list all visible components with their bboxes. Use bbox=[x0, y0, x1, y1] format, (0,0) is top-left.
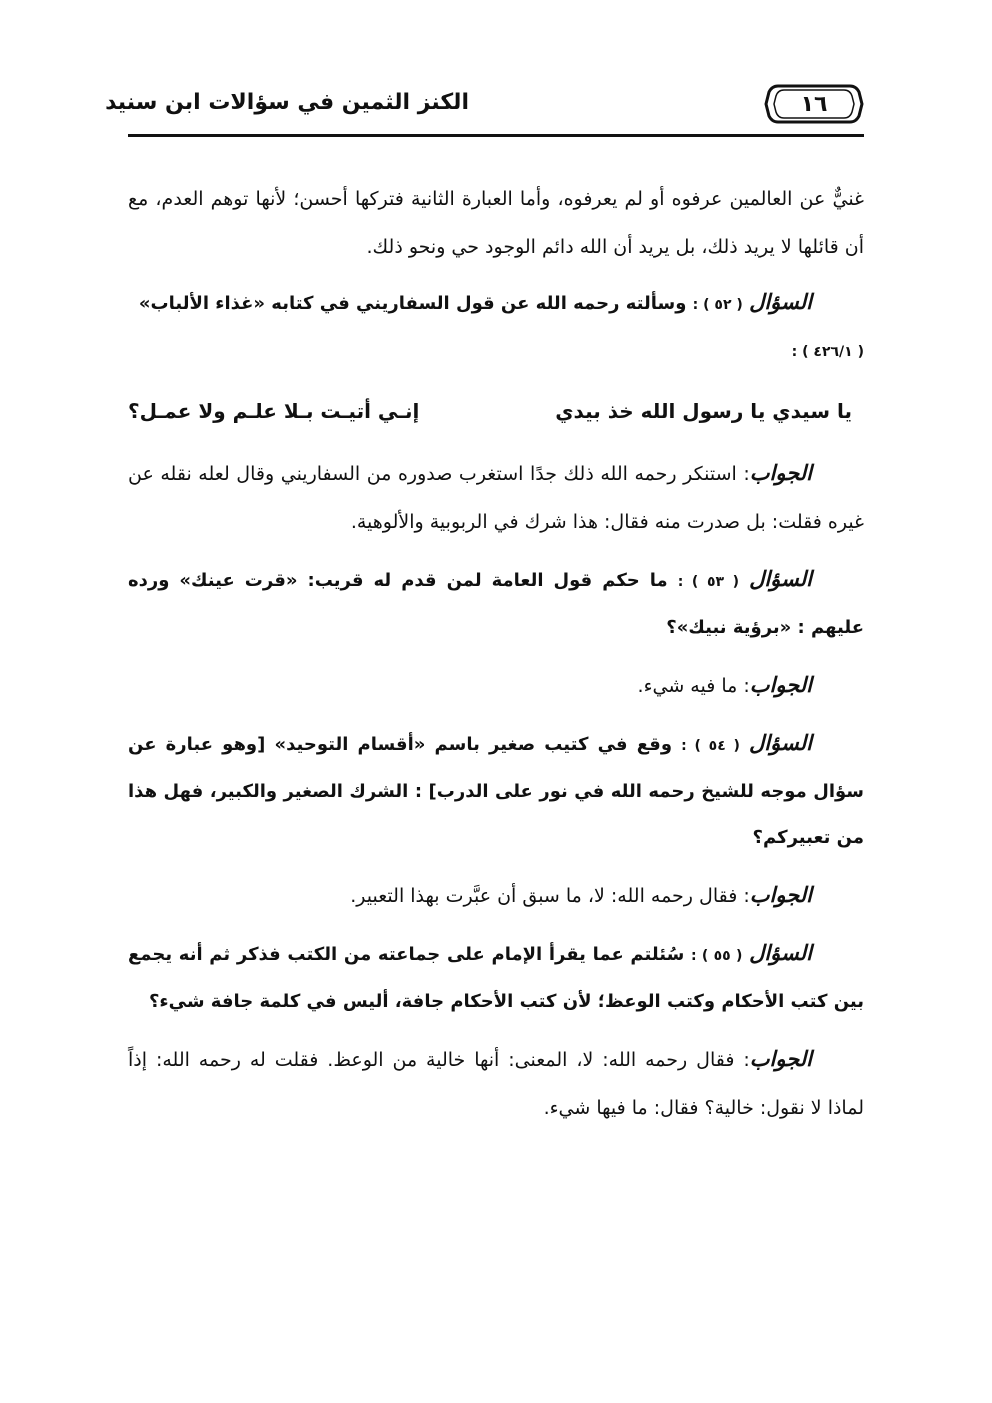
verse-second-hemistich: إنـي أتيـت بـلا علـم ولا عمـل؟ bbox=[128, 399, 420, 423]
intro-paragraph: غنيٌّ عن العالمين عرفوه أو لم يعرفوه، وأما العبارة الثانية فتركها أحسن؛ لأنها توهم العدم، مع أن قائلها لا يريد ذلك، بل يريد أن الله دائم الوجود حي ونحو ذلك. bbox=[128, 188, 864, 258]
answer-text: : ما فيه شيء. bbox=[637, 675, 750, 697]
answer-label: الجواب bbox=[749, 882, 812, 907]
answer-label: الجواب bbox=[749, 460, 812, 485]
page-header bbox=[105, 78, 864, 138]
answer-text: : فقال رحمه الله: لا، ما سبق أن عبَّرت بهذا التعبير. bbox=[350, 885, 750, 907]
question-number: ( ٥٥ ) : bbox=[690, 948, 743, 964]
answer-label: الجواب bbox=[749, 1046, 812, 1071]
page-number: ١٦ bbox=[800, 91, 828, 117]
question-55 bbox=[128, 930, 864, 1025]
question-label: السؤال bbox=[749, 940, 812, 965]
answer-53 bbox=[128, 661, 864, 710]
question-label: السؤال bbox=[749, 730, 812, 755]
answer-54 bbox=[128, 871, 864, 920]
header-divider bbox=[128, 134, 864, 137]
verse-first-hemistich: يا سيدي يا رسول الله خذ بيدي bbox=[555, 399, 852, 423]
question-number: ( ٥٤ ) : bbox=[681, 738, 740, 754]
question-54 bbox=[128, 720, 864, 861]
book-title: الكنز الثمين في سؤالات ابن سنيد bbox=[105, 90, 469, 115]
question-text: وسألته رحمه الله عن قول السفاريني في كتابه «غذاء الألباب» bbox=[138, 293, 687, 314]
answer-text: : استنكر رحمه الله ذلك جدًا استغرب صدوره من السفاريني وقال لعله نقله عن غيره فقلت: بل صدرت منه فقال: هذا شرك في الربوبية والألوهية. bbox=[128, 463, 864, 533]
question-reference: ( ٤٢٦/١ ) : bbox=[791, 344, 864, 360]
question-52 bbox=[128, 279, 864, 375]
answer-text: : فقال رحمه الله: لا، المعنى: أنها خالية من الوعظ. فقلت له رحمه الله: إذاً لماذا لا نقول: خالية؟ فقال: ما فيها شيء. bbox=[128, 1049, 864, 1119]
page-number-badge bbox=[764, 84, 864, 124]
question-label: السؤال bbox=[749, 289, 812, 314]
question-text: ما حكم قول العامة لمن قدم له قريب: «قرت عينك» ورده عليهم : «برؤية نبيك»؟ bbox=[128, 570, 864, 638]
question-number: ( ٥٢ ) : bbox=[692, 297, 743, 313]
answer-label: الجواب bbox=[749, 672, 812, 697]
question-number: ( ٥٣ ) : bbox=[677, 574, 740, 590]
answer-52 bbox=[128, 449, 864, 546]
question-53 bbox=[128, 556, 864, 651]
question-text: سُئلتم عما يقرأ الإمام على جماعته من الكتب فذكر ثم أنه يجمع بين كتب الأحكام وكتب الوعظ؛ لأن كتب الأحكام جافة، أليس في كلمة جافة شيء؟ bbox=[128, 944, 864, 1012]
question-label: السؤال bbox=[749, 566, 812, 591]
page-body bbox=[128, 175, 864, 1142]
poem-verse bbox=[128, 385, 864, 437]
answer-55 bbox=[128, 1035, 864, 1132]
question-text: وقع في كتيب صغير باسم «أقسام التوحيد» [وهو عبارة عن سؤال موجه للشيخ رحمه الله في نور على الدرب] : الشرك الصغير والكبير، فهل هذا من تعبيركم؟ bbox=[128, 734, 864, 848]
